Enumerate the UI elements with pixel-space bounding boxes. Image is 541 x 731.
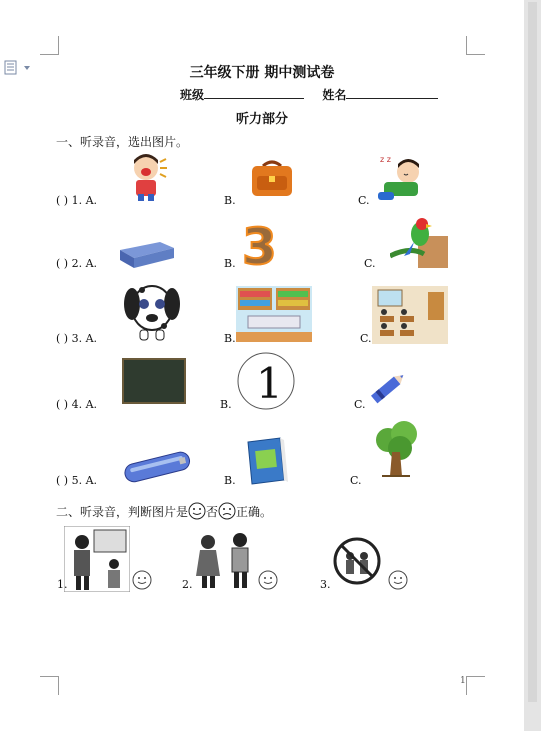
crop-mark-bottom-left [40, 676, 59, 695]
question-3-label: ( ) 3. A. [56, 332, 98, 345]
classroom-scene-picture [64, 526, 130, 592]
section-two-heading [56, 502, 272, 520]
two-kids-picture [194, 532, 256, 588]
book-picture [244, 436, 288, 486]
question-4-option-c: C. [354, 398, 366, 411]
svg-text:z z: z z [380, 155, 391, 164]
crop-mark-top-left [40, 36, 59, 55]
sleeping-boy-picture [374, 152, 426, 202]
blackboard-picture [122, 358, 186, 404]
class-blank[interactable] [204, 86, 304, 99]
library-picture [236, 286, 312, 342]
crop-mark-bottom-right [466, 676, 485, 695]
sad-face-icon [218, 502, 236, 520]
dog-picture [120, 276, 184, 344]
question-5-option-c: C. [350, 474, 362, 487]
number-three-picture [240, 218, 276, 270]
number-three-text: 3 [242, 218, 276, 270]
classroom-picture [372, 286, 448, 344]
pencil-box-picture [116, 236, 178, 270]
question-5-label: ( ) 5. A. [56, 474, 98, 487]
question-5-option-b: B. [224, 474, 236, 487]
smile-face-icon [188, 502, 206, 520]
schoolbag-picture [247, 158, 297, 198]
question-4-label: ( ) 4. A. [56, 398, 98, 411]
question-2-label: ( ) 2. A. [56, 257, 98, 270]
part2-item-2-label: 2. [182, 578, 193, 591]
pencil-case-picture [120, 446, 194, 486]
smile-face-icon[interactable] [388, 570, 408, 590]
section-subtitle: 听力部分 [235, 112, 288, 127]
crayon-picture [366, 366, 410, 410]
crop-mark-top-right [466, 36, 485, 55]
tree-picture [372, 418, 420, 480]
question-1-option-c: C. [358, 194, 370, 207]
part2-item-1-label: 1. [57, 578, 68, 591]
number-one-text: 1 [256, 359, 283, 408]
part2-item-3-label: 3. [320, 578, 331, 591]
name-label: 姓名 [322, 88, 347, 102]
section-two-text-b: 否 [206, 505, 219, 519]
no-fighting-sign-picture [332, 536, 382, 586]
section-one-heading: 一、听录音，选出图片。 [56, 135, 189, 149]
section-two-text-a: 二、听录音，判断图片是 [56, 505, 189, 519]
smile-face-icon[interactable] [132, 570, 152, 590]
smile-face-icon[interactable] [258, 570, 278, 590]
question-1-label: ( ) 1. A. [56, 194, 98, 207]
question-2-option-b: B. [224, 257, 236, 270]
student-info [180, 86, 438, 103]
question-3-option-b: B. [224, 332, 236, 345]
page-title: 三年级下册 期中测试卷 [189, 65, 335, 81]
question-2-option-c: C. [364, 257, 376, 270]
page-number: 1 [460, 676, 466, 686]
section-two-text-c: 正确。 [236, 505, 273, 519]
crying-girl-picture [124, 150, 172, 202]
number-one-picture [237, 352, 295, 410]
parrot-picture [390, 216, 448, 268]
scrollbar-thumb[interactable] [528, 2, 537, 702]
question-4-option-b: B. [220, 398, 232, 411]
name-blank[interactable] [346, 86, 438, 99]
class-label: 班级 [180, 88, 205, 102]
question-1-option-b: B. [224, 194, 236, 207]
question-3-option-c: C. [360, 332, 372, 345]
